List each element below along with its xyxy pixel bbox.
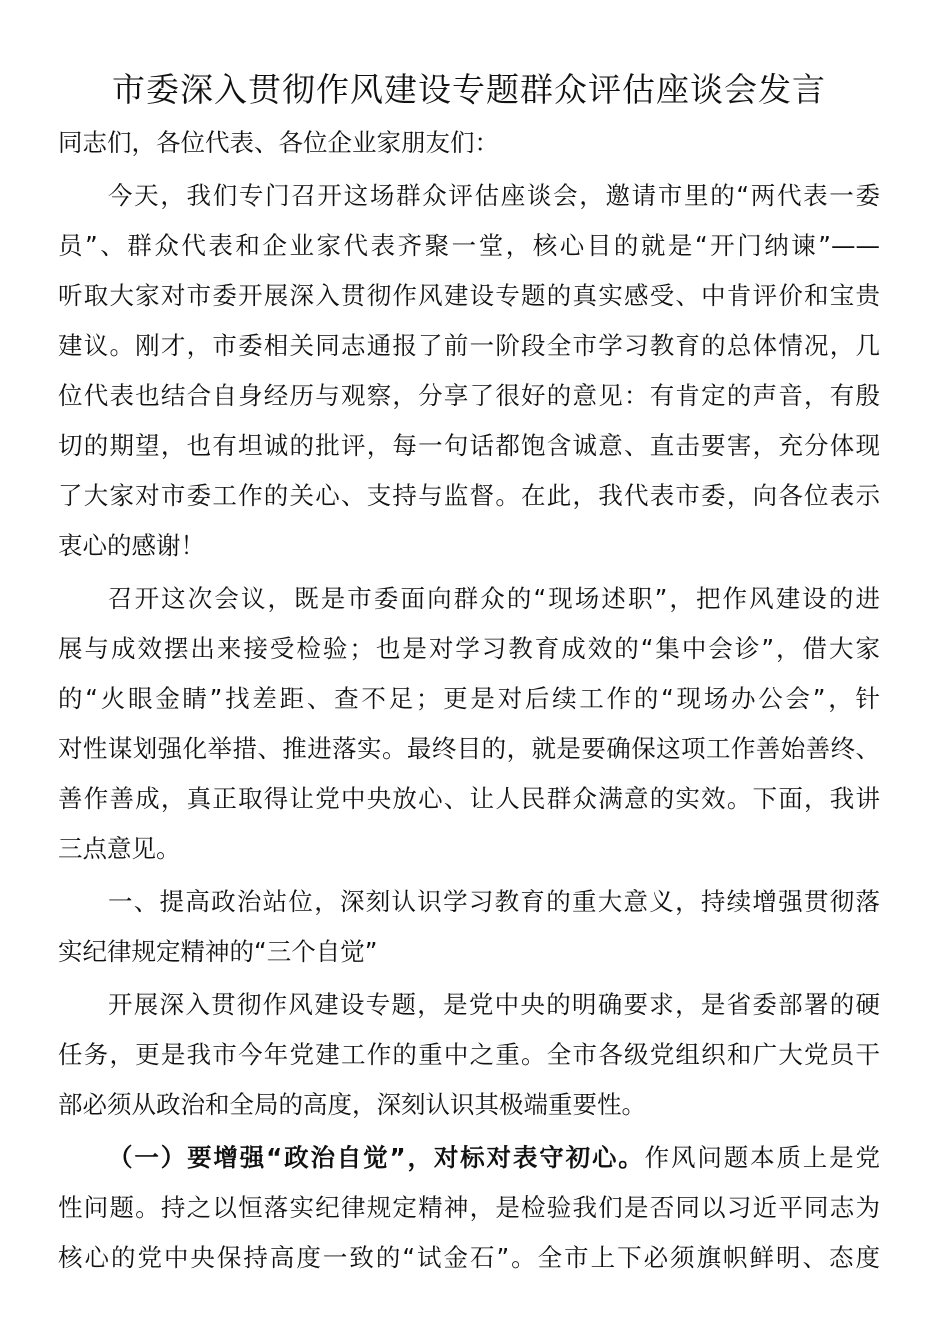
paragraph-line: 听取大家对市委开展深入贯彻作风建设专题的真实感受、中肯评价和宝贵 <box>58 281 880 310</box>
heading-line: 实纪律规定精神的“三个自觉” <box>58 937 378 966</box>
paragraph-line: 切的期望，也有坦诚的批评，每一句话都饱含诚意、直击要害，充分体现 <box>58 431 880 460</box>
subsection-lead: （一）要增强“政治自觉”，对标对表守初心。 <box>108 1143 645 1172</box>
paragraph-opening <box>58 171 880 571</box>
paragraph-line: 员”、群众代表和企业家代表齐聚一堂，核心目的就是“开门纳谏”—— <box>58 231 880 260</box>
paragraph-line: 位代表也结合自身经历与观察，分享了很好的意见：有肯定的声音，有殷 <box>58 381 880 410</box>
paragraph-line: 建议。刚才，市委相关同志通报了前一阶段全市学习教育的总体情况，几 <box>58 331 880 360</box>
subsection-lead-rest: 作风问题本质上是党 <box>644 1143 881 1172</box>
paragraph-line: 对性谋划强化举措、推进落实。最终目的，就是要确保这项工作善始善终、 <box>58 734 880 763</box>
paragraph-line: 衷心的感谢！ <box>58 531 205 560</box>
paragraph-line: 的“火眼金睛”找差距、查不足；更是对后续工作的“现场办公会”，针 <box>58 684 880 713</box>
paragraph-purpose <box>58 574 880 874</box>
paragraph-line: 三点意见。 <box>58 834 181 863</box>
paragraph-line: 召开这次会议，既是市委面向群众的“现场述职”，把作风建设的进 <box>108 584 880 613</box>
paragraph-subsection-1 <box>58 1133 880 1283</box>
paragraph-line: 展与成效摆出来接受检验；也是对学习教育成效的“集中会诊”，借大家 <box>58 634 880 663</box>
paragraph-line: 核心的党中央保持高度一致的“试金石”。全市上下必须旗帜鲜明、态度 <box>58 1243 880 1272</box>
heading-line: 一、提高政治站位，深刻认识学习教育的重大意义，持续增强贯彻落 <box>108 887 880 916</box>
paragraph-line: 性问题。持之以恒落实纪律规定精神，是检验我们是否同以习近平同志为 <box>58 1193 880 1222</box>
paragraph-line: 任务，更是我市今年党建工作的重中之重。全市各级党组织和广大党员干 <box>58 1040 880 1069</box>
salutation: 同志们，各位代表、各位企业家朋友们： <box>58 128 499 157</box>
paragraph-section-1 <box>58 980 880 1130</box>
paragraph-line: 善作善成，真正取得让党中央放心、让人民群众满意的实效。下面，我讲 <box>58 784 880 813</box>
paragraph-line: 了大家对市委工作的关心、支持与监督。在此，我代表市委，向各位表示 <box>58 481 880 510</box>
paragraph-line: 今天，我们专门召开这场群众评估座谈会，邀请市里的“两代表一委 <box>108 181 880 210</box>
paragraph-line: 部必须从政治和全局的高度，深刻认识其极端重要性。 <box>58 1090 646 1119</box>
document-page <box>58 62 880 1283</box>
document-title: 市委深入贯彻作风建设专题群众评估座谈会发言 <box>112 70 826 109</box>
paragraph-line <box>58 1133 880 1183</box>
section-heading-1 <box>58 877 880 977</box>
paragraph-line: 开展深入贯彻作风建设专题，是党中央的明确要求，是省委部署的硬 <box>108 990 880 1019</box>
